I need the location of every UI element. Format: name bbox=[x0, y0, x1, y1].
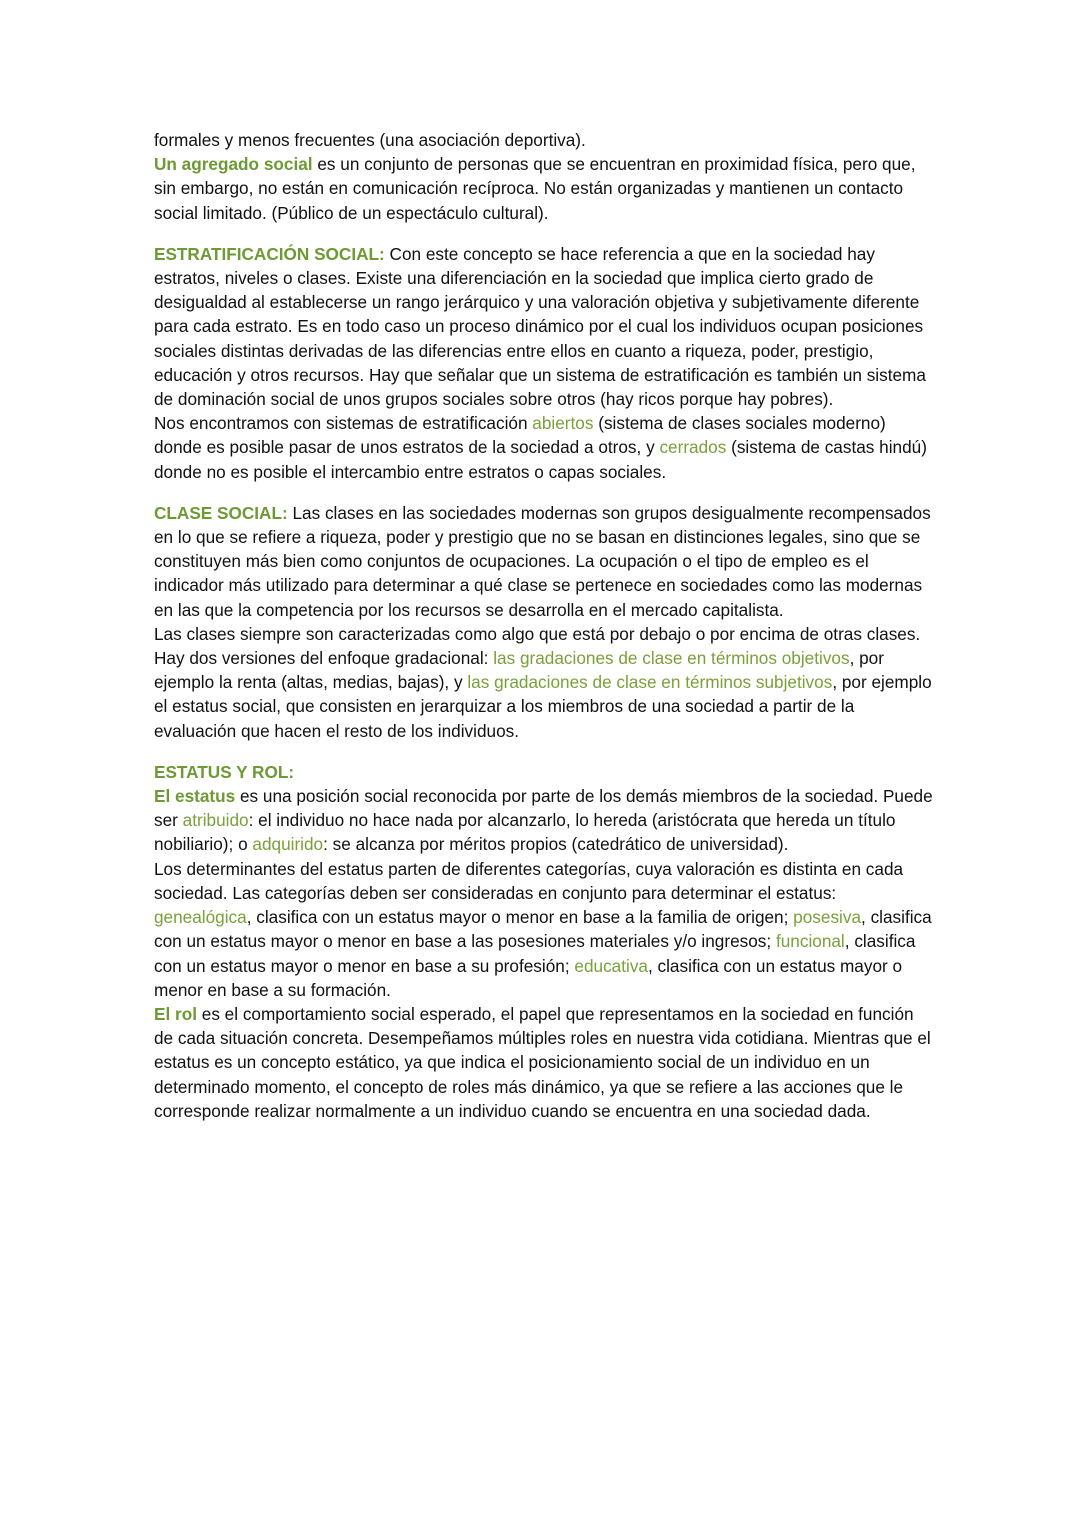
gradacional-text-b: , por ejemplo la renta (altas, medias, bajas), y bbox=[154, 648, 884, 693]
gradacional-text-c: , por ejemplo el estatus social, que consisten en jerarquizar a los miembros de una sociedad a partir de la evaluación que hacen el resto de los individuos. bbox=[154, 672, 932, 741]
sistemas-text-a: Nos encontramos con sistemas de estratificación bbox=[154, 413, 533, 434]
estratificacion-text: Con este concepto se hace referencia a que en la sociedad hay estratos, niveles o clases. Existe una diferenciación en la sociedad que implica cierto grado de desigualdad al establecerse un rango jerárquico y una valoración objetiva y subjetivamente diferente para cada estrato. Es en todo caso un proceso dinámico por el cual los individuos ocupan posiciones sociales distintas derivadas de las diferencias entre ellos en cuanto a riqueza, poder, prestigio, educación y otros recursos. Hay que señalar que un sistema de estratificación es también un sistema de dominación social de unos grupos sociales sobre otros (hay ricos porque hay pobres). bbox=[154, 243, 926, 410]
intro-line: formales y menos frecuentes (una asociación deportiva). bbox=[154, 130, 586, 150]
estratificacion-paragraph bbox=[154, 242, 934, 411]
funcional-term: funcional bbox=[775, 931, 845, 952]
atribuido-term: atribuido bbox=[182, 810, 249, 831]
determinantes-text-a: Los determinantes del estatus parten de diferentes categorías, cuya valoración es distinta en cada sociedad. Las categorías deben ser consideradas en conjunto para determinar el estatus: bbox=[154, 858, 904, 903]
clase-gradacional-paragraph bbox=[154, 622, 934, 743]
estatus-term: El estatus bbox=[154, 786, 236, 807]
objetivos-term: las gradaciones de clase en términos objetivos bbox=[493, 648, 850, 669]
determinantes-text-b: , clasifica con un estatus mayor o menor en base a la familia de origen; bbox=[246, 907, 794, 928]
determinantes-text-e: , clasifica con un estatus mayor o menor en base a su formación. bbox=[154, 955, 903, 1000]
sistemas-text-b: (sistema de clases sociales moderno) donde es posible pasar de unos estratos de la sociedad a otros, y bbox=[154, 413, 886, 458]
estatus-text-a: es una posición social reconocida por parte de los demás miembros de la sociedad. Puede ser bbox=[154, 786, 933, 831]
educativa-term: educativa bbox=[574, 955, 648, 976]
cerrados-term: cerrados bbox=[659, 437, 727, 458]
genealogica-term: genealógica bbox=[154, 907, 247, 928]
estratificacion-heading: ESTRATIFICACIÓN SOCIAL: bbox=[154, 243, 385, 264]
rol-term: El rol bbox=[154, 1003, 197, 1024]
rol-text: es el comportamiento social esperado, el papel que representamos en la sociedad en función de cada situación concreta. Desempeñamos múltiples roles en nuestra vida cotidiana. Mientras que el estatus es un concepto estático, ya que indica el posicionamiento social de un individuo en un determinado momento, el concepto de roles más dinámico, ya que se refiere a las acciones que le corresponde realizar normalmente a un individuo cuando se encuentra en una sociedad dada. bbox=[154, 1003, 931, 1121]
agregado-term: Un agregado social bbox=[154, 154, 313, 175]
document-page bbox=[154, 128, 934, 1123]
agregado-text: es un conjunto de personas que se encuentran en proximidad física, pero que, sin embargo, no están en comunicación recíproca. No están organizadas y mantienen un contacto social limitado. (Público de un espectáculo cultural). bbox=[154, 154, 916, 223]
gradacional-text-a: Las clases siempre son caracterizadas como algo que está por debajo o por encima de otras clases. Hay dos versiones del enfoque gradacional: bbox=[154, 623, 921, 669]
clase-heading: CLASE SOCIAL: bbox=[154, 502, 288, 523]
determinantes-text-d: , clasifica con un estatus mayor o menor en base a su profesión; bbox=[154, 931, 916, 976]
rol-paragraph bbox=[154, 1002, 934, 1123]
agregado-paragraph bbox=[154, 152, 934, 225]
determinantes-paragraph bbox=[154, 857, 934, 1002]
clase-paragraph bbox=[154, 501, 934, 622]
estatus-heading-text: ESTATUS Y ROL: bbox=[154, 761, 295, 782]
determinantes-text-c: , clasifica con un estatus mayor o menor en base a las posesiones materiales y/o ingresos; bbox=[154, 907, 932, 952]
subjetivos-term: las gradaciones de clase en términos subjetivos bbox=[467, 672, 833, 693]
clase-text: Las clases en las sociedades modernas son grupos desigualmente recompensados en lo que se refiere a riqueza, poder y prestigio que no se basan en distinciones legales, sino que se constituyen más bien como conjuntos de ocupaciones. La ocupación o el tipo de empleo es el indicador más utilizado para determinar a qué clase se pertenece en sociedades como las modernas en las que la competencia por los recursos se desarrolla en el mercado capitalista. bbox=[154, 502, 931, 620]
adquirido-term: adquirido bbox=[252, 834, 324, 855]
sistemas-text-c: (sistema de castas hindú) donde no es posible el intercambio entre estratos o capas sociales. bbox=[154, 437, 927, 482]
estatus-text-c: : se alcanza por méritos propios (catedrático de universidad). bbox=[323, 834, 789, 855]
estatus-paragraph bbox=[154, 784, 934, 857]
posesiva-term: posesiva bbox=[793, 907, 862, 928]
estratificacion-sistemas-paragraph bbox=[154, 411, 934, 484]
estatus-heading bbox=[154, 760, 934, 784]
abiertos-term: abiertos bbox=[532, 413, 594, 434]
estatus-text-b: : el individuo no hace nada por alcanzarlo, lo hereda (aristócrata que hereda un título nobiliario); o bbox=[154, 810, 896, 855]
